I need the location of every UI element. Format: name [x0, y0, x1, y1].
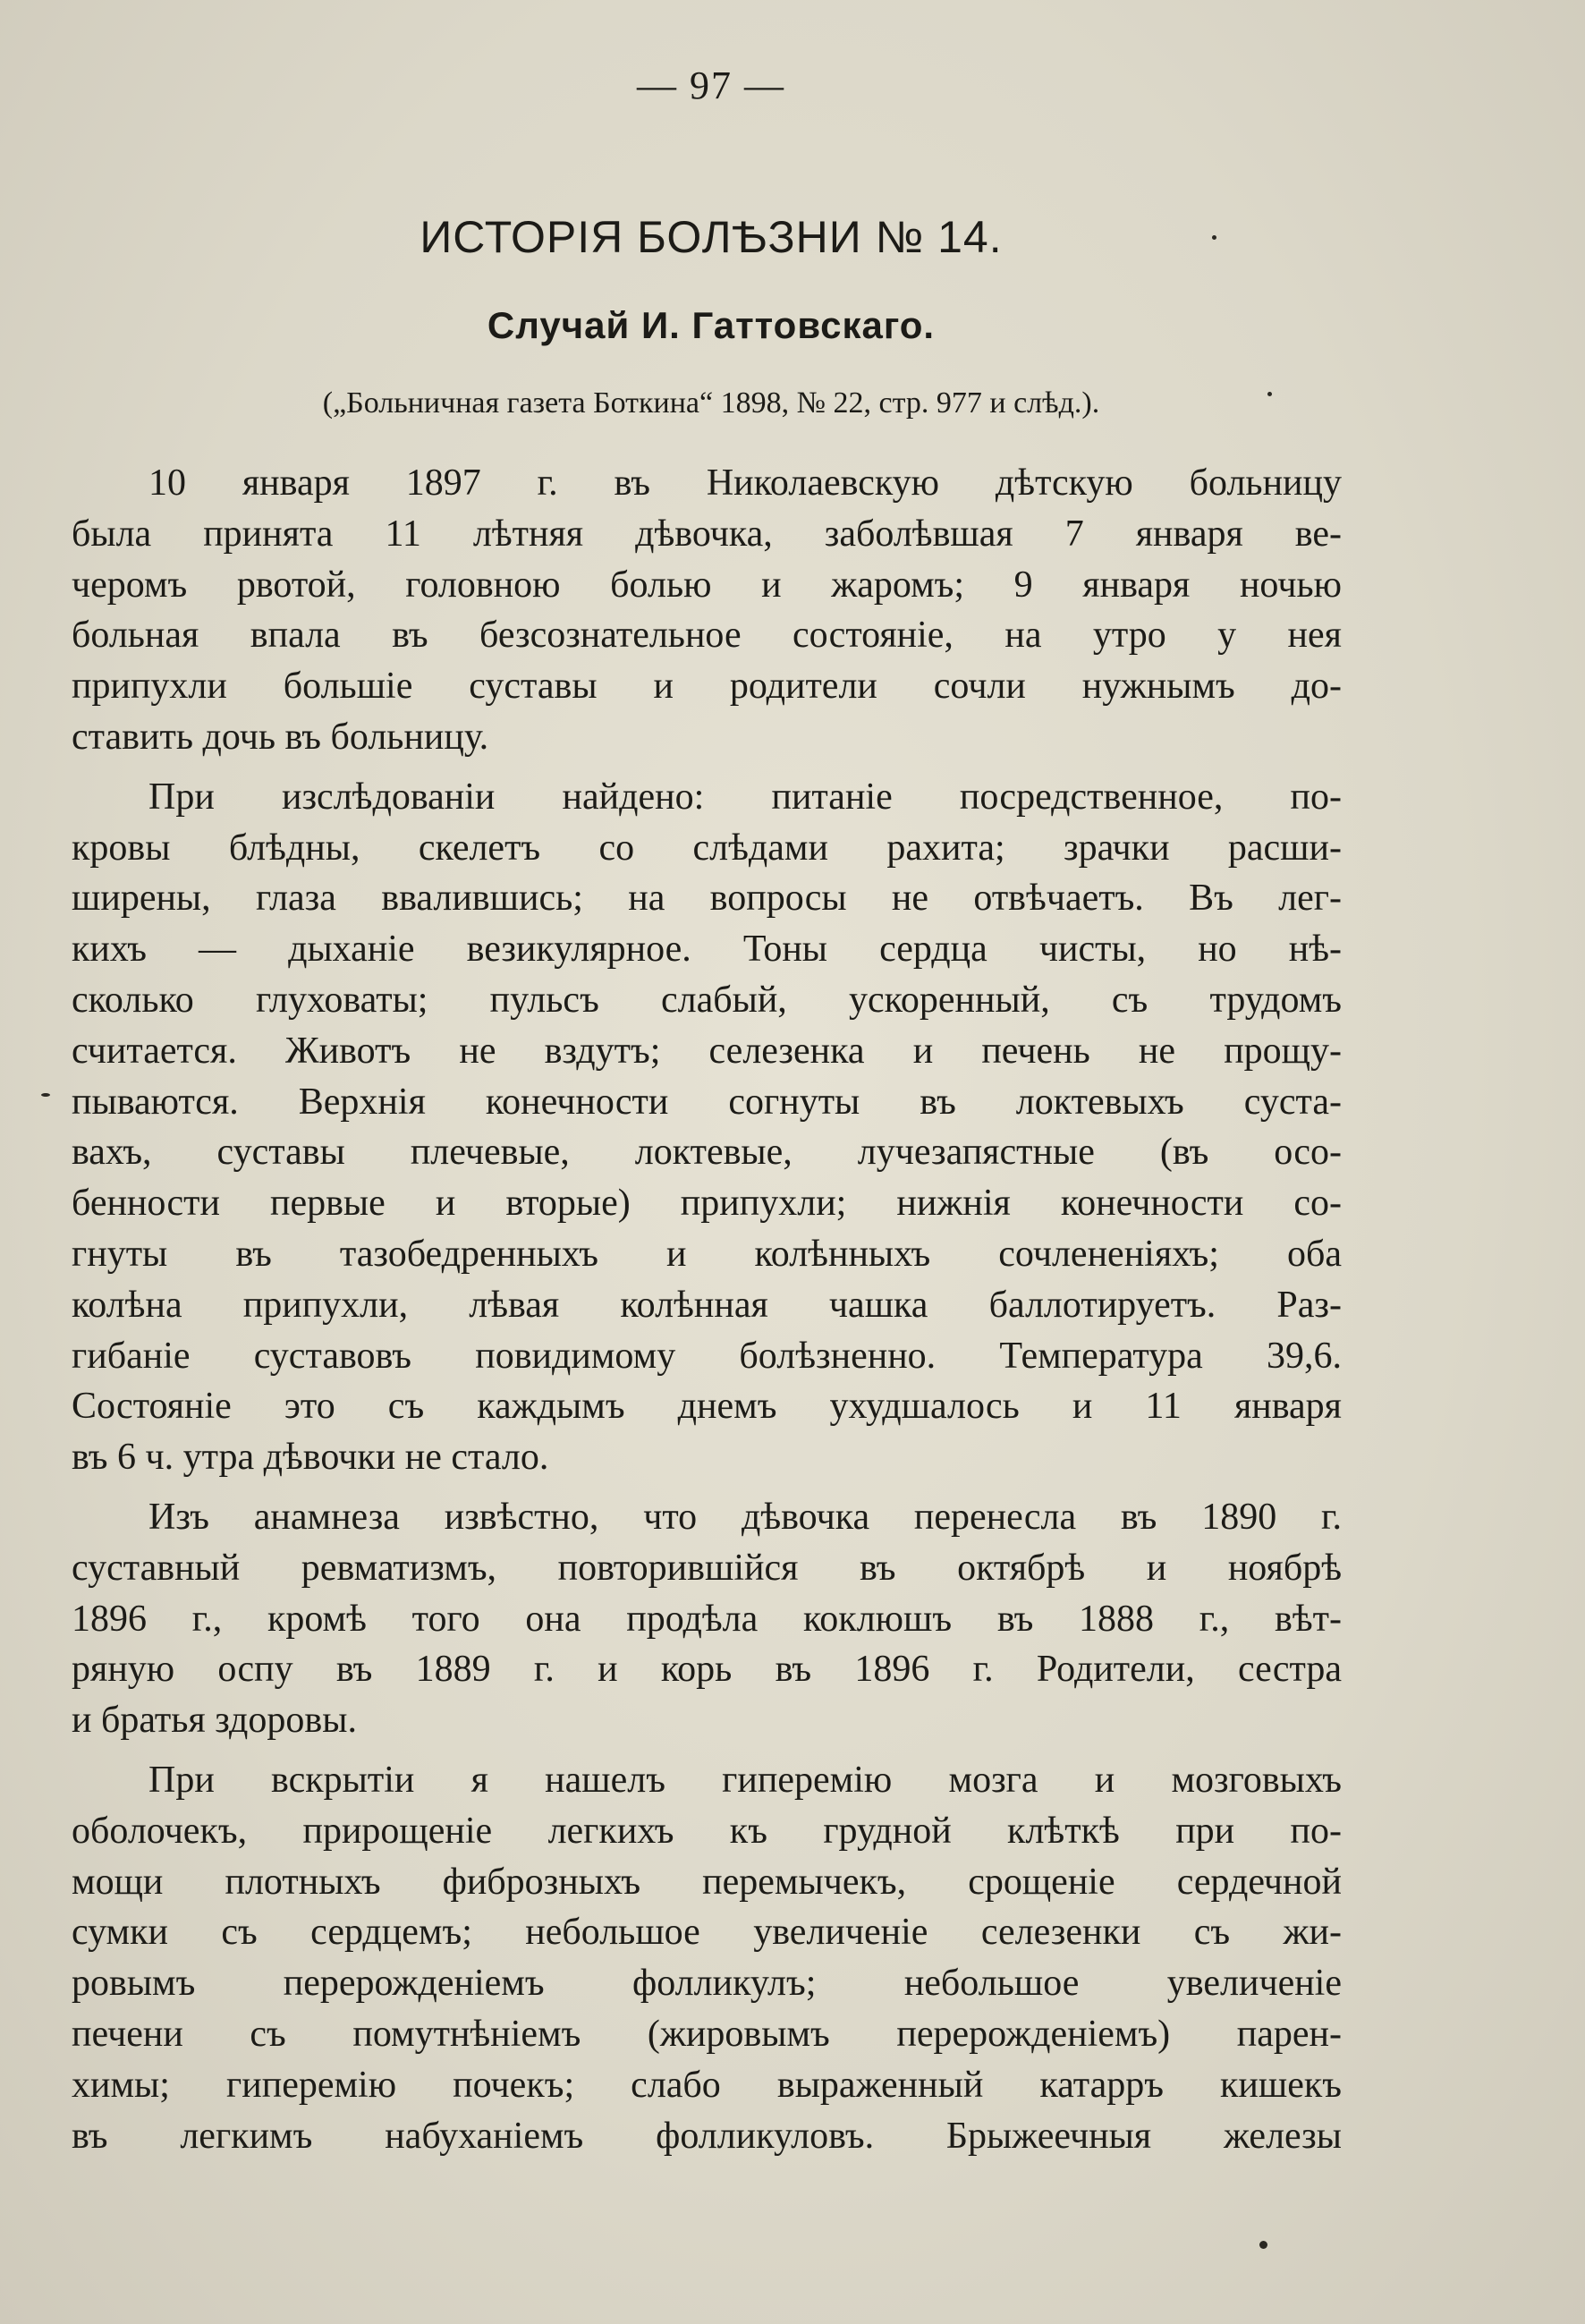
text-line: гнуты въ тазобедренныхъ и колѣнныхъ сочлененiяхъ; оба: [72, 1233, 1342, 1275]
text-line: Изъ анамнеза извѣстно, что дѣвочка перенесла въ 1890 г.: [148, 1496, 1342, 1538]
case-title: ИСТОРІЯ БОЛѢЗНИ № 14.: [420, 212, 1003, 262]
text-line: сколько глуховаты; пульсъ слабый, ускоренный, съ трудомъ: [72, 979, 1342, 1021]
body-text: [72, 458, 1342, 2170]
text-line: При изслѣдованіи найдено: питанiе посредственное, по-: [148, 776, 1342, 818]
text-line: печени съ помутнѣнiемъ (жировымъ перерожденiемъ) парен-: [72, 2013, 1342, 2055]
text-line: и братья здоровы.: [72, 1700, 357, 1742]
text-line: 1896 г., кромѣ того она продѣла коклюшъ въ 1888 г., вѣт-: [72, 1598, 1342, 1640]
text-line: черомъ рвотой, головною болью и жаромъ; 9 января ночью: [72, 564, 1342, 606]
text-line: въ легкимъ набуханiемъ фолликуловъ. Брыжеечныя железы: [72, 2115, 1342, 2157]
page-number: — 97 —: [637, 64, 785, 107]
text-line: ряную оспу въ 1889 г. и корь въ 1896 г. Родители, сестра: [72, 1649, 1342, 1691]
text-line: химы; гиперемiю почекъ; слабо выраженный катарръ кишекъ: [72, 2064, 1342, 2106]
text-line: ровымъ перерожденiемъ фолликулъ; небольшое увеличенie: [72, 1963, 1342, 2005]
text-line: мощи плотныхъ фиброзныхъ перемычекъ, срощенie сердечной: [72, 1861, 1342, 1903]
paragraph-3: [72, 1492, 1342, 1746]
text-line: ширены, глаза ввалившись; на вопросы не отвѣчаетъ. Въ лег-: [72, 878, 1342, 920]
text-line: гибанiе суставовъ повидимому болѣзненно. Температура 39,6.: [72, 1335, 1342, 1377]
paragraph-4: [72, 1755, 1342, 2161]
text-line: ставить дочь въ больницу.: [72, 716, 489, 758]
text-line: сумки съ сердцемъ; небольшое увеличенie селезенки съ жи-: [72, 1912, 1342, 1954]
text-line: бенности первые и вторые) припухли; нижнiя конечности со-: [72, 1183, 1342, 1225]
paper-speck: [1212, 235, 1216, 240]
case-subtitle: Случай И. Гаттовскаго.: [487, 304, 936, 346]
text-line: была принята 11 лѣтняя дѣвочка, заболѣвшая 7 января ве-: [72, 513, 1342, 555]
text-line: кровы блѣдны, скелетъ со слѣдами рахита; зрачки расши-: [72, 827, 1342, 869]
text-line: кихъ — дыханie везикулярное. Тоны сердца чисты, но нѣ-: [72, 929, 1342, 971]
paper-speck: [1267, 392, 1272, 396]
text-line: колѣна припухли, лѣвая колѣнная чашка баллотируетъ. Раз-: [72, 1284, 1342, 1326]
text-line: больная впала въ безсознательное состоянie, на утро у нея: [72, 615, 1342, 657]
text-line: оболочекъ, прирощенie легкихъ къ грудной клѣткѣ при по-: [72, 1810, 1342, 1852]
text-line: Состоянie это съ каждымъ днемъ ухудшалось и 11 января: [72, 1386, 1342, 1428]
text-line: пываются. Верхнiя конечности согнуты въ локтевыхъ суста-: [72, 1081, 1342, 1123]
text-line: въ 6 ч. утра дѣвочки не стало.: [72, 1437, 549, 1479]
text-line: 10 января 1897 г. въ Николаевскую дѣтскую больницу: [148, 462, 1342, 504]
text-line: При вскрытiи я нашелъ гиперемiю мозга и мозговыхъ: [148, 1759, 1342, 1801]
text-line: вахъ, суставы плечевые, локтевые, лучезапястные (въ осо-: [72, 1132, 1342, 1174]
text-line: суставный ревматизмъ, повторившiйся въ октябрѣ и ноябрѣ: [72, 1547, 1342, 1589]
source-citation: („Больничная газета Боткина“ 1898, № 22, стр. 977 и слѣд.).: [322, 386, 1100, 420]
paragraph-1: [72, 458, 1342, 763]
paragraph-2: [72, 772, 1342, 1483]
text-line: считается. Животъ не вздутъ; селезенка и печень не прощу-: [72, 1030, 1342, 1072]
paper-speck: [41, 1093, 50, 1097]
text-line: припухли большie суставы и родители сочли нужнымъ до-: [72, 666, 1342, 708]
paper-speck: [1259, 2241, 1267, 2249]
